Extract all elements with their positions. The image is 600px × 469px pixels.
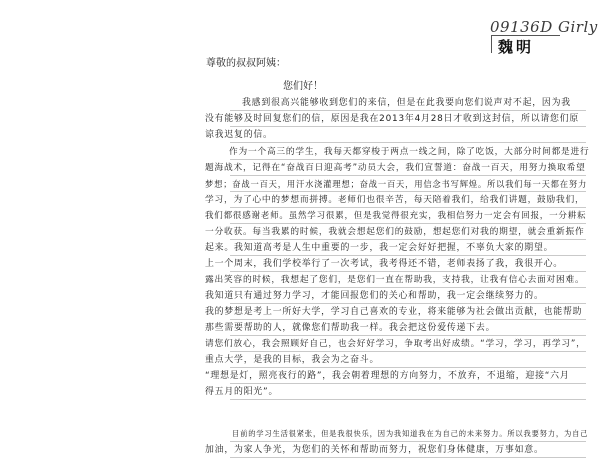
- letter-line: 我知道只有通过努力学习，才能回报您们的关心和帮助，我一定会继续努力的。: [205, 291, 544, 301]
- letter-line: 学习，为了心中的梦想而拼搏。老师们也很辛苦，每天陪着我们，给我们讲题，鼓励我们，: [205, 195, 585, 205]
- letter-line: 上一个周末，我们学校举行了一次考试，我考得还不错，老师表扬了我，我很开心。: [205, 259, 563, 269]
- letter-salutation: 尊敬的叔叔阿姨：: [206, 58, 286, 69]
- letter-line: 我的梦想是考上一所好大学，学习自己喜欢的专业，将来能够为社会做出贡献，也能帮助: [205, 307, 583, 317]
- writer-signature: 魏明: [498, 38, 535, 56]
- letter-line: 起来。我知道高考是人生中重要的一步，我一定会好好把握，不辜负大家的期望。: [205, 243, 554, 253]
- letter-line: 得五月的阳光”。: [205, 387, 279, 397]
- letter-line: 请您们放心，我会照顾好自己，也会好好学习，争取考出好成绩。“学习，学习，再学习”，: [205, 339, 586, 349]
- letter-greeting: 您们好！: [283, 81, 323, 92]
- letter-line: 作为一个高三的学生，我每天都穿梭于两点一线之间，除了吃饭，大部分时间都是进行: [229, 147, 590, 157]
- letter-line: 题海战术，记得在“奋战百日迎高考”动员大会，我们宣誓道：奋战一百天，用努力换取希望: [205, 163, 586, 173]
- letter-line: 谅我迟复的信。: [205, 130, 273, 140]
- letter-line: 露出笑容的时候，我想起了您们，是您们一直在帮助我，支持我，让我有信心去面对困难。: [205, 275, 585, 285]
- letter-line: 我们都很感谢老师。虽然学习很累，但是我觉得很充实，我相信努力一定会有回报，一分耕耘: [205, 211, 587, 221]
- letter-line: 我感到很高兴能够收到您们的来信，但是在此我要向您们说声对不起，因为我: [242, 98, 571, 108]
- student-id-tag: 09136D Girly: [490, 18, 598, 36]
- letter-line: 加油，为家人争光，为您们的关怀和帮助而努力，祝您们身体健康，万事如意。: [205, 445, 544, 455]
- letter-line: 那些需要帮助的人，就像您们帮助我一样。我会把这份爱传递下去。: [205, 323, 496, 333]
- letter-line: 一分收获。每当我累的时候，我就会想起您们的鼓励，想起您们对我的期望，就会重新振作: [205, 227, 585, 237]
- letter-line: 重点大学，是我的目标，我会为之奋斗。: [205, 355, 380, 365]
- letter-line: “理想是灯，照亮夜行的路”，我会朝着理想的方向努力，不放弃，不退缩，迎接“六月: [205, 371, 570, 381]
- letter-line: 目前的学习生活很紧张，但是我很快乐，因为我知道我在为自己的未来努力。所以我要努力，为自己: [232, 429, 589, 438]
- letter-line: 没有能够及时回复您们的信，原因是我在2013年4月28日才收到这封信，所以请您们原: [205, 114, 580, 124]
- letter-line: 梦想；奋战一百天，用汗水浇灌理想；奋战一百天，用信念书写辉煌。所以我们每一天都在努力: [205, 179, 588, 189]
